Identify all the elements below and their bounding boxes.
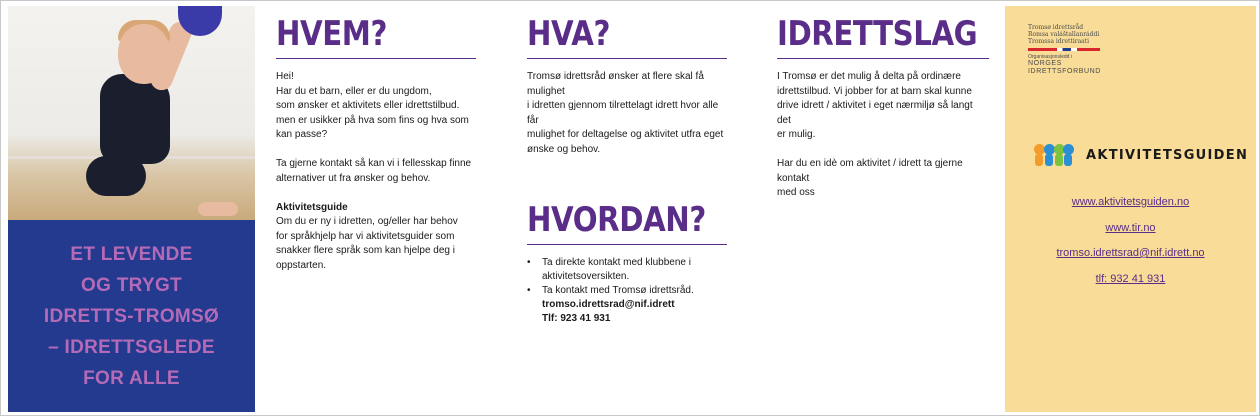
text-line: Har du et barn, eller er du ungdom, <box>276 85 432 97</box>
link-aktivitetsguiden[interactable]: www.aktivitetsguiden.no <box>1071 196 1190 208</box>
org-name: Tromsø idrettsråd <box>1028 24 1084 31</box>
text-line: Ta kontakt med Tromsø idrettsråd. <box>542 285 694 296</box>
hvem-section <box>276 14 476 273</box>
hvordan-heading: HVORDAN? <box>527 200 706 240</box>
idrettslag-text <box>777 70 989 201</box>
idrettslag-rule <box>777 58 989 59</box>
text-line: i idretten gjennom tilrettelagt idrett hvor alle får <box>527 100 719 126</box>
hva-rule <box>527 58 727 59</box>
hvordan-rule <box>527 244 727 245</box>
text-line: I Tromsø er det mulig å delta på ordinære <box>777 71 961 82</box>
federation-name: NORGES <box>1028 60 1062 67</box>
slogan-line: OG TRYGT <box>81 274 182 296</box>
slogan-box <box>8 220 255 412</box>
text-line: alternativer ut fra ønsker og behov. <box>276 172 431 184</box>
aktivitetsguiden-logo <box>1034 144 1248 166</box>
bullet-icon: • <box>527 257 531 268</box>
aktivitetsguide-subheading: Aktivitetsguide <box>276 201 348 213</box>
text-line: oppstarten. <box>276 259 327 271</box>
text-line: er mulig. <box>777 129 816 140</box>
text-line: drive idrett / aktivitet i eget nærmiljø så langt det <box>777 100 973 126</box>
slogan-line: – IDRETTSGLEDE <box>48 336 215 358</box>
slogan <box>22 239 242 394</box>
slogan-line: FOR ALLE <box>83 367 180 389</box>
link-tir[interactable]: www.tir.no <box>1105 221 1156 234</box>
text-line: for språkhjelp har vi aktivitetsguider som <box>276 230 455 242</box>
org-name: Tromssa idrettiraati <box>1028 38 1090 45</box>
bullet-icon: • <box>527 285 531 296</box>
hvordan-list <box>527 256 727 326</box>
text-line: Ta gjerne kontakt så kan vi i fellesskap finne <box>276 158 472 169</box>
idrettslag-section <box>777 14 989 201</box>
hva-heading: HVA? <box>527 14 610 54</box>
hvordan-section <box>527 200 727 326</box>
slogan-line: IDRETTS-TROMSØ <box>43 305 220 327</box>
text-line: som ønsker et aktivitets eller idrettstilbud. <box>276 100 460 111</box>
text-line: med oss <box>777 187 815 198</box>
child-head <box>118 24 170 84</box>
idrettslag-heading: IDRETTSLAG <box>777 14 978 54</box>
org-logo <box>1028 24 1118 76</box>
text-line: Ta direkte kontakt med klubbene i <box>542 257 691 268</box>
child-athlete-photo <box>8 6 255 220</box>
contact-links <box>1005 190 1256 292</box>
contact-phone: Tlf: 923 41 931 <box>542 313 611 324</box>
link-email[interactable]: tromso.idrettsrad@nif.idrett.no <box>1056 247 1205 259</box>
text-line: kan passe? <box>276 129 328 140</box>
text-line: Hei! <box>276 71 294 82</box>
list-item <box>527 256 727 284</box>
text-line: men er usikker på hva som fins og hva som <box>276 114 469 126</box>
slogan-line: ET LEVENDE <box>70 243 193 265</box>
text-line: Har du en idè om aktivitet / idrett ta gjerne kontakt <box>777 158 963 184</box>
text-line: ønske og behov. <box>527 143 601 155</box>
text-line: Tromsø idrettsråd ønsker at flere skal få mulighet <box>527 71 704 97</box>
list-item <box>527 284 727 326</box>
hva-section <box>527 14 727 157</box>
hvem-heading: HVEM? <box>276 14 387 54</box>
aktivitetsguiden-title: AKTIVITETSGUIDEN <box>1086 147 1249 163</box>
link-phone[interactable]: tlf: 932 41 931 <box>1095 272 1166 285</box>
federation-name: IDRETTSFORBUND <box>1028 68 1101 75</box>
contact-email: tromso.idrettsrad@nif.idrett <box>542 299 675 310</box>
text-line: snakker flere språk som kan hjelpe deg i <box>276 245 455 256</box>
hvem-text <box>276 70 476 273</box>
norway-flag-stripe <box>1028 48 1100 51</box>
text-line: idrettstilbud. Vi jobber for at barn skal kunne <box>777 85 972 97</box>
text-line: mulighet for deltagelse og aktivitet utfra eget <box>527 129 724 140</box>
hva-text <box>527 70 727 157</box>
text-line: Om du er ny i idretten, og/eller har behov <box>276 216 458 227</box>
text-line: aktivitetsoversikten. <box>542 271 630 282</box>
people-group-icon <box>1034 144 1074 166</box>
child-hand <box>198 202 238 216</box>
org-affiliation: Organisasjonsledd i <box>1028 54 1072 60</box>
hvem-rule <box>276 58 476 59</box>
org-name: Romsa valáštallanráddi <box>1028 31 1100 38</box>
